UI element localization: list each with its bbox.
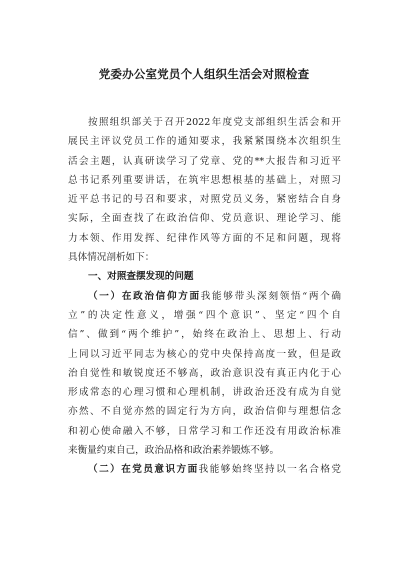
item-first-line [68, 287, 341, 306]
document-title: 党委办公室党员个人组织生活会对照检查 [98, 67, 310, 81]
paragraph-line: 近平总书记的号召和要求，对照党员义务，紧密结合自身 [68, 194, 341, 206]
paragraph-line: 来衡量约束自己，政治品格和政治素养锻炼不够。 [68, 445, 280, 457]
paragraph-line: 亦然、不自觉亦然的固定行为方向，政治信仰与理想信念 [68, 406, 341, 418]
item-lead: （一）在政治信仰方面 [88, 290, 201, 302]
paragraph-line: 实际，全面查找了在政治信仰、党员意识、理论学习、能 [68, 213, 341, 225]
item-text: 我能够带头深刻领悟“两个确 [200, 290, 341, 302]
document-body [68, 113, 341, 480]
paragraph-line: 立”的决定性意义，增强“四个意识”、坚定“四个自 [68, 309, 341, 321]
paragraph-line: 总书记系列重要讲话，在筑牢思想根基的基础上，对照习 [68, 174, 341, 186]
paragraph-line: 和初心使命融入不够，日常学习和工作还没有用政治标准 [68, 425, 341, 437]
paragraph-line: 具体情况剖析如下： [68, 252, 155, 264]
paragraph-line: 治自觉性和敏锐度还不够高，政治意识没有真正内化于心 [68, 367, 341, 379]
paragraph-line: 信”、做到“两个维护”，始终在政治上、思想上、行动 [68, 329, 341, 341]
paragraph-line: 按照组织部关于召开2022年度党支部组织生活会和开 [88, 117, 341, 128]
section-heading: 一、对照查摆发现的问题 [88, 271, 194, 283]
paragraph-line: 力本领、作用发挥、纪律作风等方面的不足和问题，现将 [68, 232, 341, 244]
paragraph-line: 上同以习近平同志为核心的党中央保持高度一致，但是政 [68, 348, 341, 360]
paragraph-line: 展民主评议党员工作的通知要求，我紧紧围绕本次组织生 [68, 136, 341, 148]
paragraph-line: 形成常态的心理习惯和心理机制，讲政治还没有成为自觉 [68, 387, 341, 399]
item-first-line [68, 460, 341, 479]
paragraph-line: 活会主题，认真研读学习了党章、党的**大报告和习近平 [68, 155, 341, 167]
item-lead: （二）在党员意识方面 [88, 464, 199, 476]
item-text: 我能够始终坚持以一名合格党 [198, 464, 341, 476]
